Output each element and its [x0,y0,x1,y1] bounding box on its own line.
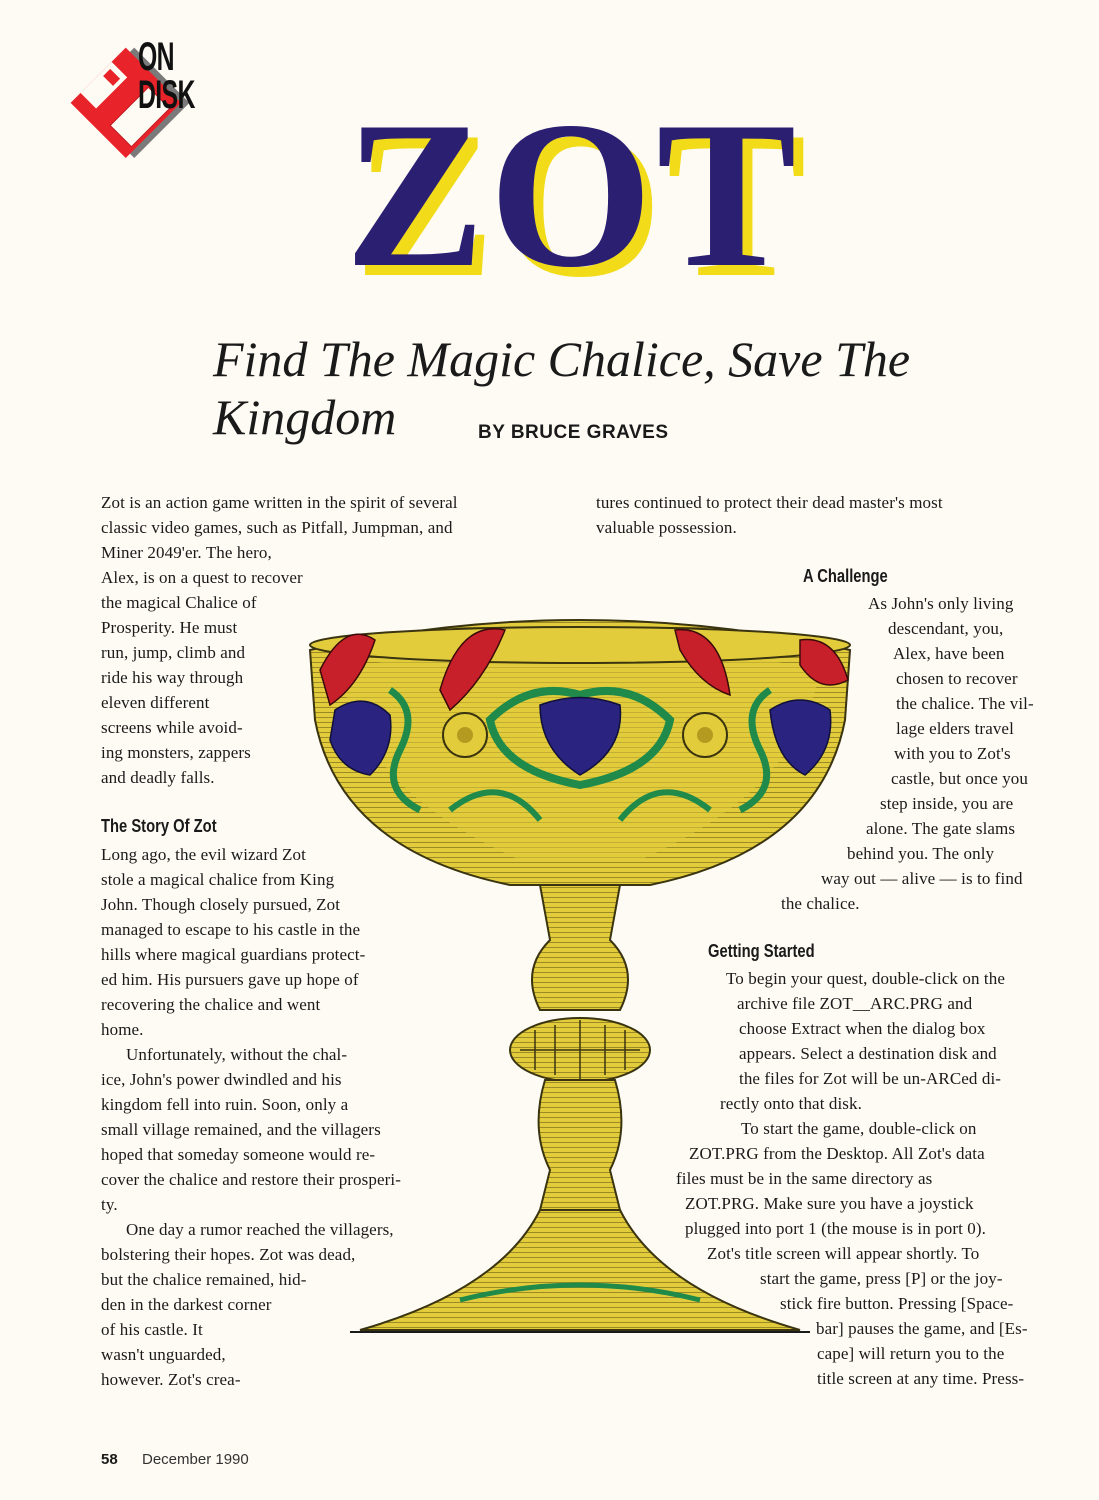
text-line: cape] will return you to the [817,1344,1005,1363]
text-line: the chalice. [781,894,860,913]
section-heading-challenge: A Challenge [803,566,888,586]
text-line: step inside, you are [880,794,1014,813]
text-line: Prosperity. He must [101,618,238,637]
text-line: Long ago, the evil wizard Zot [101,845,306,864]
badge-label-on: ON [138,35,174,79]
text-line: recovering the chalice and went [101,995,321,1014]
page-number: 58 [101,1451,118,1468]
text-line: choose Extract when the dialog box [739,1019,986,1038]
text-line: ZOT.PRG. Make sure you have a joystick [685,1194,974,1213]
article-title: ZOT [345,79,801,311]
text-line: way out — alive — is to find [821,869,1023,888]
text-line: hills where magical guardians protect- [101,945,366,964]
badge-label-disk: DISK [138,73,195,117]
on-disk-badge [70,18,220,178]
text-line: with you to Zot's [894,744,1011,763]
text-line: bolstering their hopes. Zot was dead, [101,1245,356,1264]
text-line: and deadly falls. [101,768,215,787]
text-line: tures continued to protect their dead master's most [596,493,943,512]
text-line: eleven different [101,693,210,712]
text-line: Alex, is on a quest to recover [101,568,303,587]
text-line: rectly onto that disk. [720,1094,862,1113]
text-line: Unfortunately, without the chal- [126,1045,348,1064]
text-line: chosen to recover [896,669,1018,688]
text-line: ice, John's power dwindled and his [101,1070,342,1089]
section-heading-getting-started: Getting Started [708,941,815,961]
text-line: bar] pauses the game, and [Es- [816,1319,1028,1338]
text-line: Alex, have been [893,644,1005,663]
article-subtitle: Find The Magic Chalice, Save The Kingdom [213,331,911,445]
text-line: appears. Select a destination disk and [739,1044,997,1063]
text-line: classic video games, such as Pitfall, Jumpman, and [101,518,453,537]
issue-date: December 1990 [142,1451,249,1468]
text-line: run, jump, climb and [101,643,246,662]
text-line: ty. [101,1195,118,1214]
text-line: cover the chalice and restore their prosperi- [101,1170,401,1189]
text-line: the magical Chalice of [101,593,257,612]
text-line: the files for Zot will be un-ARCed di- [739,1069,1002,1088]
text-line: small village remained, and the villagers [101,1120,381,1139]
text-line: One day a rumor reached the villagers, [126,1220,394,1239]
text-line: To begin your quest, double-click on the [726,969,1005,988]
text-line: ing monsters, zappers [101,743,251,762]
text-line: home. [101,1020,144,1039]
text-line: den in the darkest corner [101,1295,272,1314]
text-line: of his castle. It [101,1320,203,1339]
text-line: castle, but once you [891,769,1029,788]
text-line: plugged into port 1 (the mouse is in port 0). [685,1219,987,1238]
text-line: As John's only living [868,594,1014,613]
text-line: ride his way through [101,668,244,687]
text-line: Miner 2049'er. The hero, [101,543,272,562]
text-line: Zot is an action game written in the spirit of several [101,493,458,512]
text-line: but the chalice remained, hid- [101,1270,307,1289]
text-line: screens while avoid- [101,718,243,737]
text-line: behind you. The only [847,844,995,863]
text-line: Zot's title screen will appear shortly. To [707,1244,980,1263]
text-line: stick fire button. Pressing [Space- [780,1294,1014,1313]
text-line: the chalice. The vil- [896,694,1034,713]
text-line: files must be in the same directory as [676,1169,933,1188]
text-line: title screen at any time. Press- [817,1369,1025,1388]
text-line: valuable possession. [596,518,737,537]
text-line: stole a magical chalice from King [101,870,335,889]
text-line: kingdom fell into ruin. Soon, only a [101,1095,349,1114]
section-heading-story: The Story Of Zot [101,816,217,836]
on-disk-label [138,35,195,117]
text-line: archive file ZOT__ARC.PRG and [737,994,973,1013]
text-line: hoped that someday someone would re- [101,1145,376,1164]
text-line: lage elders travel [896,719,1014,738]
text-line: alone. The gate slams [866,819,1016,838]
text-line: ed him. His pursuers gave up hope of [101,970,359,989]
text-line: ZOT.PRG from the Desktop. All Zot's data [689,1144,985,1163]
text-line: To start the game, double-click on [741,1119,977,1138]
byline: BY BRUCE GRAVES [478,422,669,443]
text-line: wasn't unguarded, [101,1345,226,1364]
text-line: however. Zot's crea- [101,1370,241,1389]
text-line: start the game, press [P] or the joy- [760,1269,1003,1288]
text-line: John. Though closely pursued, Zot [101,895,341,914]
text-line: descendant, you, [888,619,1004,638]
text-line: managed to escape to his castle in the [101,920,361,939]
